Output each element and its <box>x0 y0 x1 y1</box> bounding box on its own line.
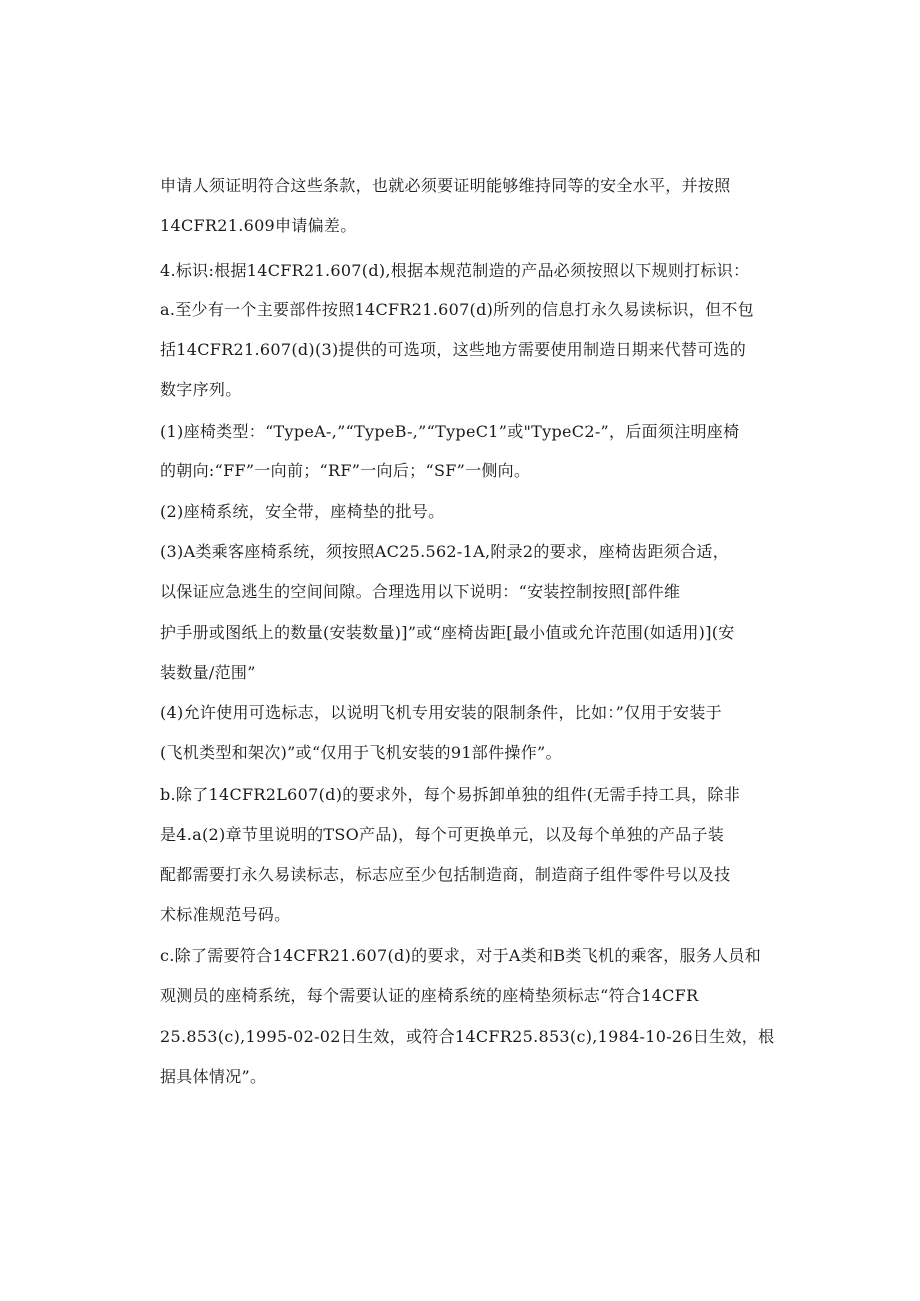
text-line: b.除了14CFR2L607(d)的要求外，每个易拆卸单独的组件(无需手持工具，除非 <box>160 785 740 804</box>
text-line: 装数量/范围” <box>160 663 256 682</box>
text-line: (4)允许使用可选标志，以说明飞机专用安装的限制条件，比如：”仅用于安装于 <box>160 703 722 722</box>
text-line: 25.853(c),1995-02-02日生效，或符合14CFR25.853(c),1984-10-26日生效，根 <box>160 1027 775 1046</box>
text-line: 4.标识:根据14CFR21.607(d),根据本规范制造的产品必须按照以下规则打标识： <box>160 261 750 280</box>
text-line: (飞机类型和架次)”或“仅用于飞机安装的91部件操作”。 <box>160 743 562 762</box>
text-line: (3)A类乘客座椅系统，须按照AC25.562-1A,附录2的要求，座椅齿距须合适， <box>160 542 730 561</box>
text-line: 以保证应急逃生的空间间隙。合理选用以下说明：“安装控制按照[部件维 <box>160 582 681 601</box>
text-line: a.至少有一个主要部件按照14CFR21.607(d)所列的信息打永久易读标识，但不包 <box>160 300 754 319</box>
text-line: 申请人须证明符合这些条款，也就必须要证明能够维持同等的安全水平，并按照 <box>160 176 731 195</box>
text-line: 配都需要打永久易读标志，标志应至少包括制造商，制造商子组件零件号以及技 <box>160 865 731 884</box>
text-line: (2)座椅系统，安全带，座椅垫的批号。 <box>160 502 445 521</box>
text-line: 括14CFR21.607(d)(3)提供的可选项，这些地方需要使用制造日期来代替可选的 <box>160 340 747 359</box>
text-line: 观测员的座椅系统，每个需要认证的座椅系统的座椅垫须标志“符合14CFR <box>160 986 699 1005</box>
text-line: (1)座椅类型：“TypeA-,”“TypeB-,”“TypeC1”或"TypeC2-”，后面须注明座椅 <box>160 422 740 441</box>
text-line: 14CFR21.609申请偏差。 <box>160 216 357 235</box>
text-line: 是4.a(2)章节里说明的TSO产品)，每个可更换单元，以及每个单独的产品子装 <box>160 825 725 844</box>
text-line: c.除了需要符合14CFR21.607(d)的要求，对于A类和B类飞机的乘客，服务人员和 <box>160 946 762 965</box>
text-line: 术标准规范号码。 <box>160 905 291 924</box>
text-line: 据具体情况”。 <box>160 1067 267 1086</box>
text-line: 护手册或图纸上的数量(安装数量)]”或“座椅齿距[最小值或允许范围(如适用)](安 <box>160 623 735 642</box>
text-line: 数字序列。 <box>160 380 242 399</box>
text-line: 的朝向:“FF”一向前；“RF”一向后；“SF”一侧向。 <box>160 461 531 480</box>
